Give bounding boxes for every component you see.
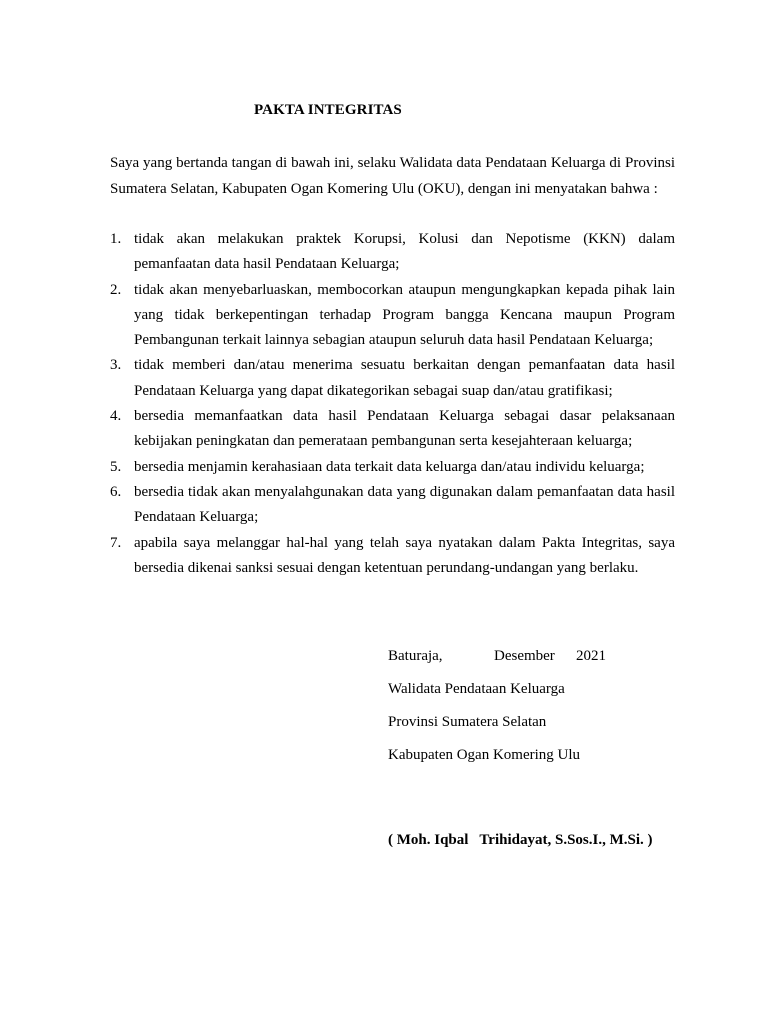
signature-province: Provinsi Sumatera Selatan — [388, 714, 547, 730]
list-item-number: 7. — [110, 534, 122, 551]
list-item — [110, 353, 675, 404]
list-item-number: 2. — [110, 281, 122, 298]
list-item-text: tidak akan menyebarluaskan, membocorkan ataupun mengungkapkan kepada pihak lain yang tidak berkepentingan terhadap Program bangga Kencana maupun Program Pembangunan terkait lainnya sebagian ataupun seluruh data hasil Pendataan Keluarga; — [134, 281, 675, 349]
signature-date — [388, 648, 648, 665]
signature-role: Walidata Pendataan Keluarga — [388, 681, 565, 697]
list-item-text: tidak akan melakukan praktek Korupsi, Kolusi dan Nepotisme (KKN) dalam pemanfaatan data hasil Pendataan Keluarga; — [134, 231, 675, 273]
signature-regency: Kabupaten Ogan Komering Ulu — [388, 747, 581, 763]
intro-paragraph: Saya yang bertanda tangan di bawah ini, selaku Walidata data Pendataan Keluarga di Provinsi Sumatera Selatan, Kabupaten Ogan Komering Ulu (OKU), dengan ini menyatakan bahwa : — [110, 155, 675, 197]
statement-list — [110, 227, 675, 581]
list-item — [110, 480, 675, 531]
list-item-number: 1. — [110, 231, 122, 247]
list-item — [110, 531, 675, 582]
list-item-text: bersedia memanfaatkan data hasil Pendataan Keluarga sebagai dasar pelaksanaan kebijakan peningkatan dan pemerataan pembangunan serta kesejahteraan keluarga; — [134, 408, 675, 450]
list-item-number: 5. — [110, 458, 122, 475]
list-item — [110, 227, 675, 278]
list-item-text: bersedia menjamin kerahasiaan data terkait data keluarga dan/atau individu keluarga; — [134, 458, 645, 475]
list-item-number: 3. — [110, 357, 122, 374]
signature-year: 2021 — [576, 648, 606, 664]
list-item — [110, 404, 675, 455]
list-item-number: 4. — [110, 408, 122, 425]
list-item-number: 6. — [110, 483, 122, 500]
list-item-text: bersedia tidak akan menyalahgunakan data yang digunakan dalam pemanfaatan data hasil Pendataan Keluarga; — [134, 483, 675, 526]
document-title: PAKTA INTEGRITAS — [254, 102, 402, 118]
list-item-text: apabila saya melanggar hal-hal yang telah saya nyatakan dalam Pakta Integritas, saya bersedia dikenai sanksi sesuai dengan ketentuan perundang-undangan yang berlaku. — [134, 534, 675, 576]
list-item — [110, 455, 675, 480]
list-item-text: tidak memberi dan/atau menerima sesuatu berkaitan dengan pemanfaatan data hasil Pendataan Keluarga yang dapat dikategorikan sebagai suap dan/atau gratifikasi; — [134, 357, 675, 399]
signature-place: Baturaja, — [388, 648, 443, 664]
signature-month: Desember — [494, 648, 555, 664]
signatory-name: ( Moh. Iqbal Trihidayat, S.Sos.I., M.Si. ) — [388, 832, 653, 848]
list-item — [110, 278, 675, 354]
